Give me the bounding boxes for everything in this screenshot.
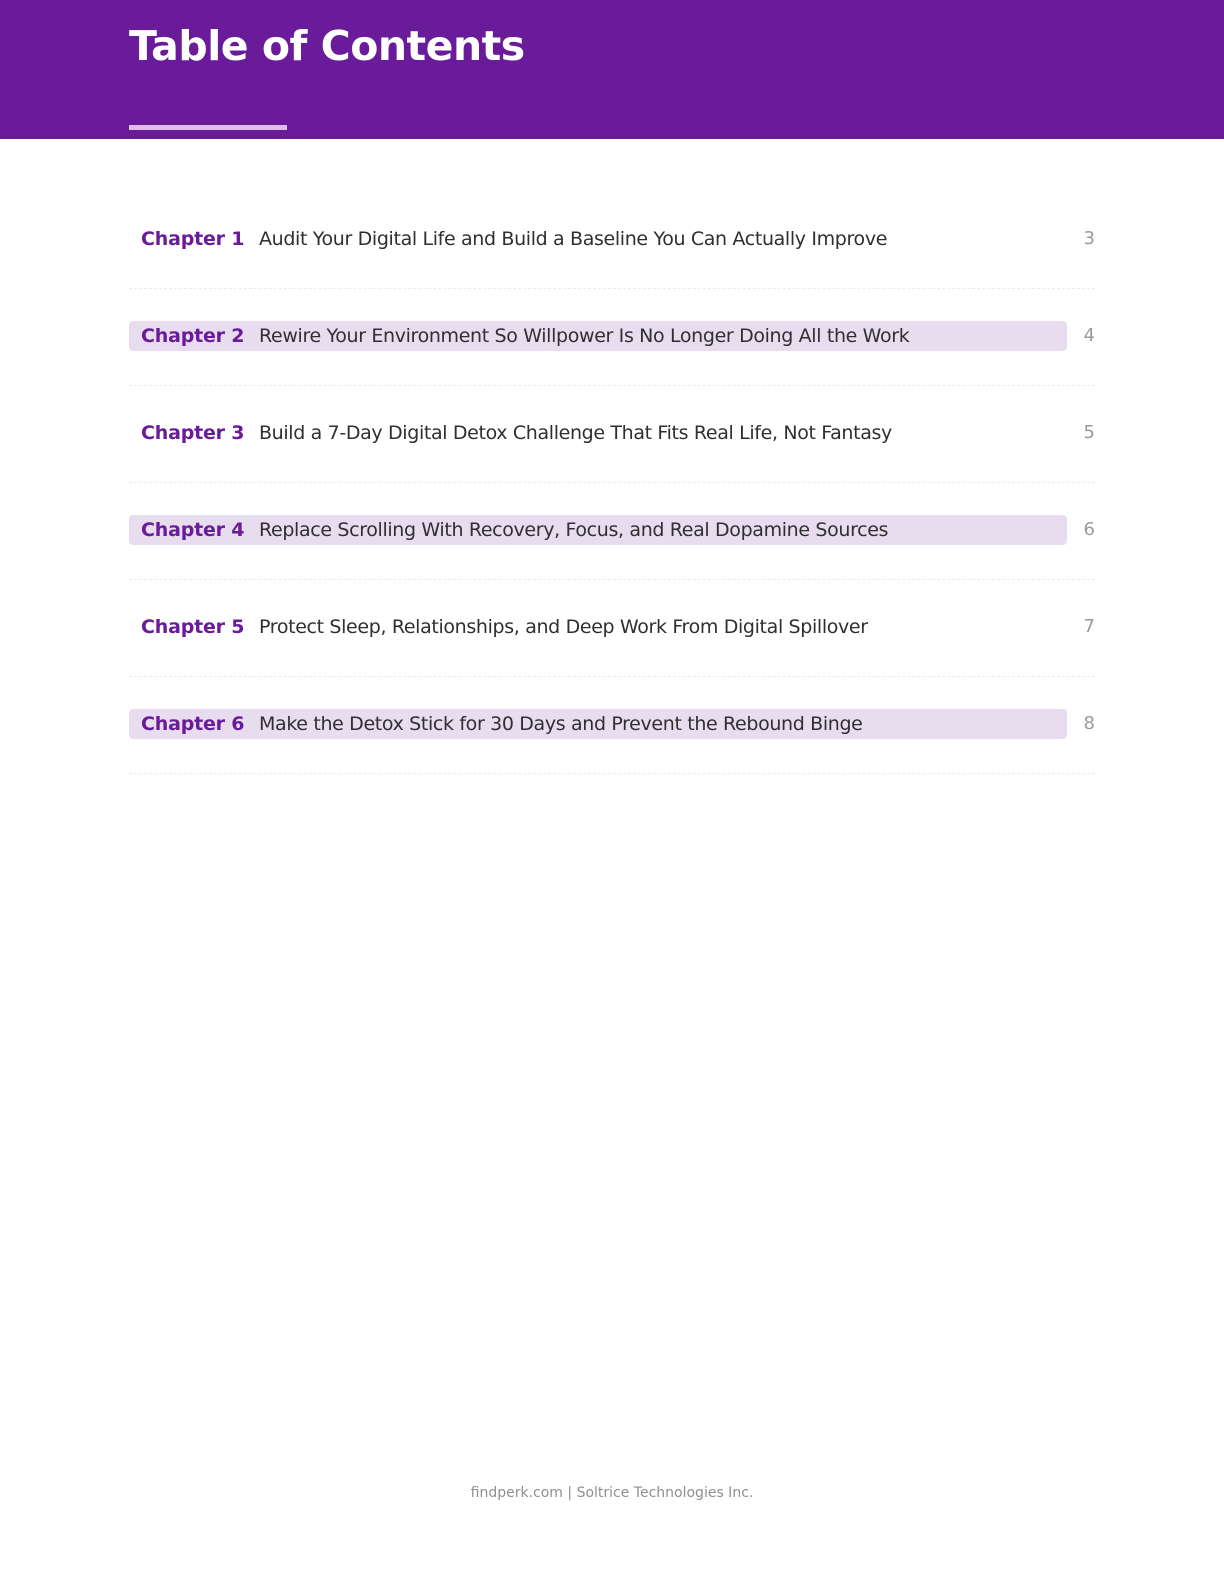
header-band <box>0 0 1224 139</box>
footer-text: findperk.com | Soltrice Technologies Inc. <box>470 1485 754 1501</box>
chapter-title: Protect Sleep, Relationships, and Deep Work From Digital Spillover <box>259 616 868 638</box>
chapter-label: Chapter 1 <box>141 228 245 250</box>
toc-entry-4[interactable] <box>129 483 1095 580</box>
chapter-label: Chapter 4 <box>141 519 245 541</box>
chapter-title: Replace Scrolling With Recovery, Focus, and Real Dopamine Sources <box>259 519 889 541</box>
toc-entry-2[interactable] <box>129 289 1095 386</box>
chapter-label: Chapter 5 <box>141 616 245 638</box>
toc-entry-1[interactable] <box>129 192 1095 289</box>
title-underline <box>129 125 287 130</box>
chapter-label: Chapter 3 <box>141 422 245 444</box>
toc-entry-6[interactable] <box>129 677 1095 774</box>
page-title: Table of Contents <box>129 22 525 70</box>
toc-entry-3[interactable] <box>129 386 1095 483</box>
page-number: 7 <box>1083 616 1095 637</box>
chapter-title: Make the Detox Stick for 30 Days and Prevent the Rebound Binge <box>259 713 863 735</box>
page-number: 3 <box>1083 228 1095 249</box>
page-number: 4 <box>1083 325 1095 346</box>
toc-entry-5[interactable] <box>129 580 1095 677</box>
table-of-contents <box>129 192 1095 774</box>
chapter-title: Build a 7-Day Digital Detox Challenge That Fits Real Life, Not Fantasy <box>259 422 892 444</box>
chapter-title: Rewire Your Environment So Willpower Is No Longer Doing All the Work <box>259 325 910 347</box>
page-number: 8 <box>1083 713 1095 734</box>
chapter-title: Audit Your Digital Life and Build a Baseline You Can Actually Improve <box>259 228 888 250</box>
page-number: 5 <box>1083 422 1095 443</box>
chapter-label: Chapter 2 <box>141 325 245 347</box>
chapter-label: Chapter 6 <box>141 713 245 735</box>
page-number: 6 <box>1083 519 1095 540</box>
